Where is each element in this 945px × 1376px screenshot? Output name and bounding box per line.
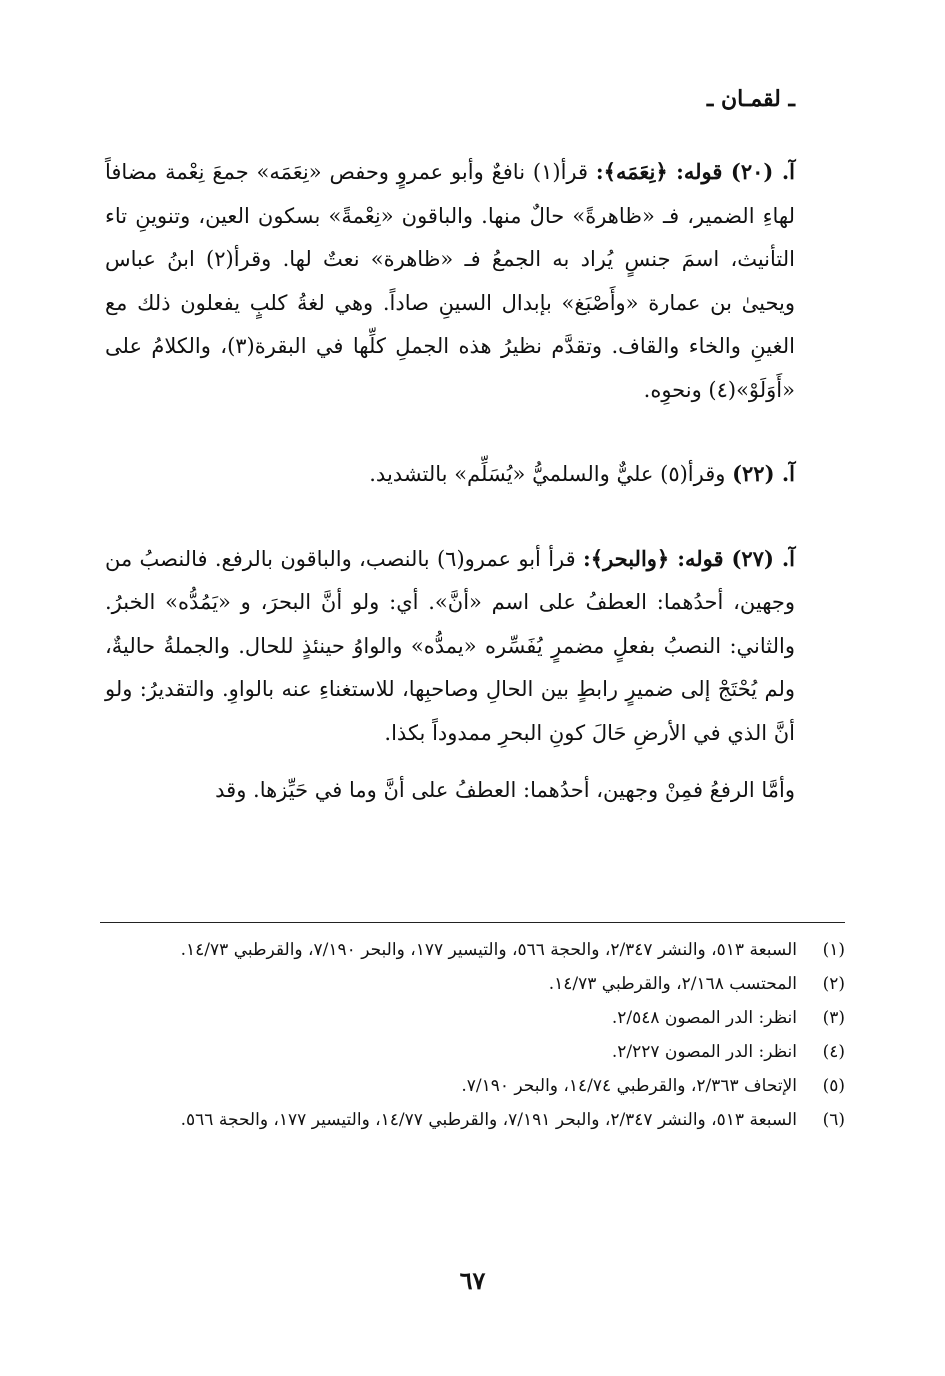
footnote-number: (٢) bbox=[822, 974, 845, 994]
footnote-text: انظر: الدر المصون ٢/٢٢٧. bbox=[611, 1042, 797, 1062]
footnote-item bbox=[100, 1069, 845, 1103]
footnote-item bbox=[100, 967, 845, 1001]
footnote-text: انظر: الدر المصون ٢/٥٤٨. bbox=[611, 1008, 797, 1028]
main-text bbox=[105, 150, 795, 813]
footnote-item bbox=[100, 1103, 845, 1137]
paragraph-text: قرأ أبو عمرو(٦) بالنصب، والباقون بالرفع. فالنصبُ من وجهين، أحدُهما: العطفُ على اسم «أنَّ». أي: ولو أنَّ البحرَ، و «يَمُدُّه» الخبرُ. والثاني: النصبُ بفعلٍ مضمرٍ يُفَسِّره «يمدُّه» والواوُ حينئذٍ للحال. والجملةُ حاليةٌ، ولم يُحْتَجْ إلى ضميرٍ رابطٍ بين الحالِ وصاحبِها، للاستغناءِ عنه بالواوِ. والتقديرُ: ولو أنَّ الذي في الأرضِ حَالَ كونِ البحرِ ممدوداً بكذا. bbox=[105, 546, 795, 745]
paragraph-verse-27 bbox=[105, 537, 795, 756]
verse-lead: آ. (٢٧) قوله: ﴿والبحر﴾: bbox=[583, 545, 795, 571]
footnote-text: السبعة ٥١٣، والنشر ٢/٣٤٧، والبحر ٧/١٩١، والقرطبي ١٤/٧٧، والتيسير ١٧٧، والحجة ٥٦٦. bbox=[180, 1110, 797, 1130]
footnote-number: (١) bbox=[822, 940, 845, 960]
footnote-number: (٥) bbox=[822, 1076, 845, 1096]
page-number: ٦٧ bbox=[459, 1266, 486, 1295]
footnote-text: الإتحاف ٢/٣٦٣، والقرطبي ١٤/٧٤، والبحر ٧/١٩٠. bbox=[461, 1076, 797, 1096]
footnote-number: (٤) bbox=[822, 1042, 845, 1062]
paragraph-text: قرأ(١) نافعٌ وأبو عمروٍ وحفص «نِعَمَه» جمعَ نِعْمة مضافاً لهاءِ الضمير، فـ «ظاهرةً» حالٌ منها. والباقون «نِعْمةً» بسكون العين، وتنوينِ تاء التأنيث، اسمَ جنسٍ يُراد به الجمعُ فـ «ظاهرة» نعتٌ لها. وقرأ(٢) ابنُ عباس ويحيىٰ بن عمارة «وأَصْبَغ» بإبدال السينِ صاداً. وهي لغةُ كلبٍ يفعلون ذلك مع الغينِ والخاء والقاف. وتقدَّم نظيرُ هذه الجملِ كلِّها في البقرة(٣)، والكلامُ على «أَوَلَوْ»(٤) ونحوِه. bbox=[105, 160, 796, 402]
verse-lead: آ. (٢٢) bbox=[732, 461, 795, 486]
footnote-item bbox=[100, 1035, 845, 1069]
footnote-number: (٦) bbox=[822, 1110, 845, 1130]
footnote-text: السبعة ٥١٣، والنشر ٢/٣٤٧، والحجة ٥٦٦، والتيسير ١٧٧، والبحر ٧/١٩٠، والقرطبي ١٤/٧٣. bbox=[180, 940, 797, 960]
paragraph-continuation bbox=[105, 769, 795, 813]
footnote-text: المحتسب ٢/١٦٨، والقرطبي ١٤/٧٣. bbox=[548, 974, 797, 994]
paragraph-text: وأمَّا الرفعُ فمِنْ وجهين، أحدُهما: العطفُ على أنَّ وما في حَيِّزها. وقد bbox=[215, 778, 795, 802]
verse-lead: آ. (٢٠) قوله: ﴿نِعَمَه﴾: bbox=[595, 159, 795, 184]
running-header: ـ لقمـان ـ bbox=[706, 86, 795, 112]
paragraph-verse-20 bbox=[105, 150, 795, 412]
footnote-divider bbox=[100, 922, 845, 923]
footnote-item bbox=[100, 1001, 845, 1035]
footnote-item bbox=[100, 933, 845, 967]
paragraph-verse-22 bbox=[105, 452, 795, 497]
paragraph-text: وقرأ(٥) عليٌّ والسلميُّ «يُسَلِّم» بالتشديد. bbox=[369, 462, 726, 486]
footnotes bbox=[100, 933, 845, 1137]
footnote-number: (٣) bbox=[822, 1008, 845, 1028]
